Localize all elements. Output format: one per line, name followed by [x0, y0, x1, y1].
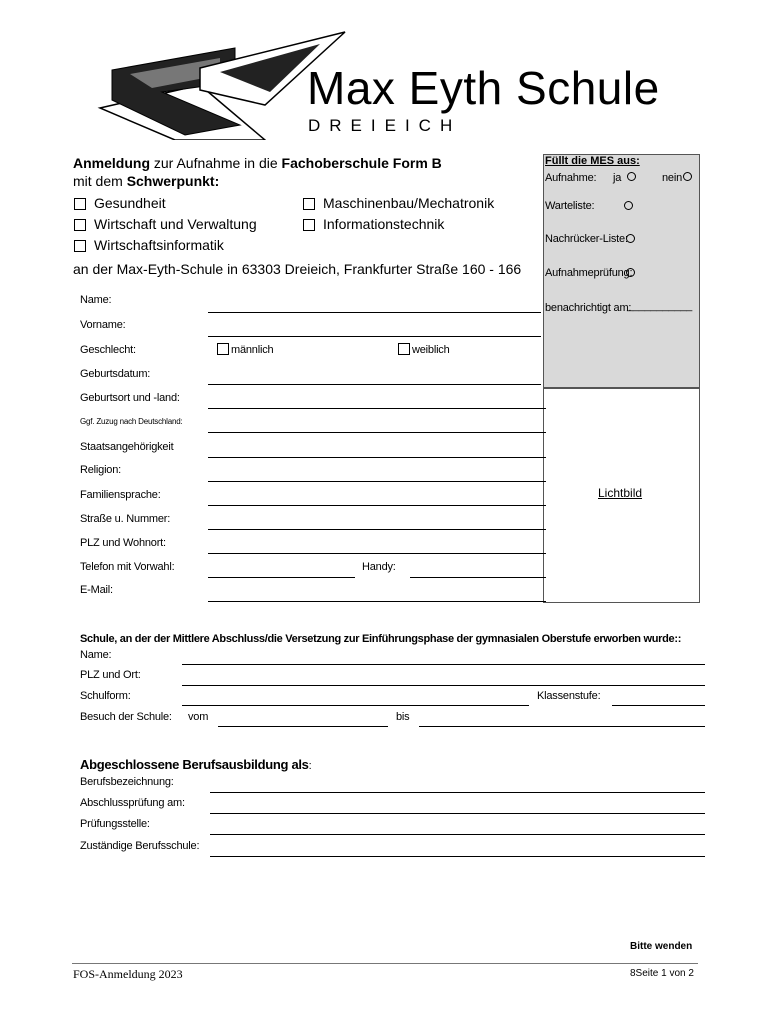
bis-label: bis: [396, 711, 410, 723]
plz-field[interactable]: [208, 553, 546, 554]
school-plz-field[interactable]: [182, 685, 705, 686]
warteliste-radio[interactable]: [624, 201, 633, 210]
footer-divider: [72, 963, 698, 964]
radio-icon[interactable]: [627, 172, 636, 181]
form-title: Anmeldung zur Aufnahme in die Fachoberschule Form B mit dem Schwerpunkt:: [73, 155, 442, 189]
form-name: FOS-Anmeldung 2023: [73, 967, 183, 981]
klassenstufe-label: Klassenstufe:: [537, 690, 601, 702]
benachrichtigt-label: benachrichtigt am:: [545, 302, 632, 314]
geburtsdatum-label: Geburtsdatum:: [80, 368, 151, 380]
checkbox[interactable]: [303, 219, 315, 231]
school-name: Max Eyth Schule: [307, 62, 660, 114]
option-wirtschaftsinformatik[interactable]: Wirtschaftsinformatik: [74, 237, 224, 253]
bitte-wenden: Bitte wenden: [630, 941, 693, 952]
option-maennlich[interactable]: männlich: [217, 343, 273, 356]
schulform-label: Schulform:: [80, 690, 131, 702]
option-maschinenbau[interactable]: Maschinenbau/Mechatronik: [303, 195, 494, 211]
benachrichtigt-field[interactable]: ___________: [627, 300, 693, 312]
bis-field[interactable]: [419, 726, 705, 727]
checkbox[interactable]: [74, 219, 86, 231]
zuzug-field[interactable]: [208, 432, 546, 433]
religion-label: Religion:: [80, 464, 122, 476]
school-name-label: Name:: [80, 649, 112, 661]
geburtsort-label: Geburtsort und -land:: [80, 392, 180, 404]
checkbox[interactable]: [217, 343, 229, 355]
vom-label: vom: [188, 711, 209, 723]
familiensprache-label: Familiensprache:: [80, 489, 161, 501]
handy-label: Handy:: [362, 561, 396, 573]
option-informationstechnik[interactable]: Informationstechnik: [303, 216, 444, 232]
photo-label: Lichtbild: [598, 486, 643, 500]
aufnahme-ja[interactable]: ja: [613, 172, 636, 184]
aufnahme-label: Aufnahme:: [545, 172, 597, 184]
option-gesundheit[interactable]: Gesundheit: [74, 195, 166, 211]
school-plz-label: PLZ und Ort:: [80, 669, 141, 681]
plz-label: PLZ und Wohnort:: [80, 537, 166, 549]
email-label: E-Mail:: [80, 584, 113, 596]
berufsschule-label: Zuständige Berufsschule:: [80, 840, 200, 852]
abschlusspruefung-field[interactable]: [210, 813, 705, 814]
option-weiblich[interactable]: weiblich: [398, 343, 450, 356]
radio-icon[interactable]: [683, 172, 692, 181]
school-heading: Schule, an der der Mittlere Abschluss/die Versetzung zur Einführungsphase der gymnasialen Oberstufe erworben wurde::: [80, 633, 682, 645]
schulform-field[interactable]: [182, 705, 529, 706]
address-line: an der Max-Eyth-Schule in 63303 Dreieich, Frankfurter Straße 160 - 166: [73, 261, 522, 277]
warteliste-label: Warteliste:: [545, 200, 595, 212]
religion-field[interactable]: [208, 481, 546, 482]
klassenstufe-field[interactable]: [612, 705, 705, 706]
training-heading: Abgeschlossene Berufsausbildung als:: [80, 757, 312, 772]
berufsschule-field[interactable]: [210, 856, 705, 857]
checkbox[interactable]: [398, 343, 410, 355]
staatsangehoerigkeit-field[interactable]: [208, 457, 546, 458]
pruefungsstelle-label: Prüfungsstelle:: [80, 818, 150, 830]
berufsbezeichnung-field[interactable]: [210, 792, 705, 793]
handy-field[interactable]: [410, 577, 546, 578]
name-label: Name:: [80, 294, 112, 306]
vom-field[interactable]: [218, 726, 388, 727]
telefon-label: Telefon mit Vorwahl:: [80, 561, 175, 573]
vorname-label: Vorname:: [80, 319, 126, 331]
telefon-field[interactable]: [208, 577, 355, 578]
email-field[interactable]: [208, 601, 546, 602]
geschlecht-label: Geschlecht:: [80, 344, 136, 356]
checkbox[interactable]: [74, 240, 86, 252]
berufsbezeichnung-label: Berufsbezeichnung:: [80, 776, 174, 788]
geburtsdatum-field[interactable]: [208, 384, 541, 385]
familiensprache-field[interactable]: [208, 505, 546, 506]
staatsangehoerigkeit-label: Staatsangehörigkeit: [80, 441, 174, 453]
aufnahmepruefung-label: Aufnahmeprüfung:: [545, 267, 633, 279]
aufnahmepruefung-radio[interactable]: [626, 268, 635, 277]
checkbox[interactable]: [74, 198, 86, 210]
vorname-field[interactable]: [208, 336, 541, 337]
besuch-label: Besuch der Schule:: [80, 711, 172, 723]
school-name-field[interactable]: [182, 664, 705, 665]
name-field[interactable]: [208, 312, 541, 313]
office-box-title: Füllt die MES aus:: [545, 155, 640, 167]
school-city: DREIEICH: [308, 116, 462, 135]
geburtsort-field[interactable]: [208, 408, 546, 409]
strasse-label: Straße u. Nummer:: [80, 513, 171, 525]
zuzug-label: Ggf. Zuzug nach Deutschland:: [80, 417, 183, 426]
abschlusspruefung-label: Abschlussprüfung am:: [80, 797, 185, 809]
aufnahme-nein[interactable]: nein: [662, 172, 692, 184]
option-wirtschaft[interactable]: Wirtschaft und Verwaltung: [74, 216, 257, 232]
strasse-field[interactable]: [208, 529, 546, 530]
pruefungsstelle-field[interactable]: [210, 834, 705, 835]
nachruecker-radio[interactable]: [626, 234, 635, 243]
checkbox[interactable]: [303, 198, 315, 210]
nachruecker-label: Nachrücker-Liste:: [545, 233, 628, 245]
page-number: 8Seite 1 von 2: [630, 968, 694, 979]
